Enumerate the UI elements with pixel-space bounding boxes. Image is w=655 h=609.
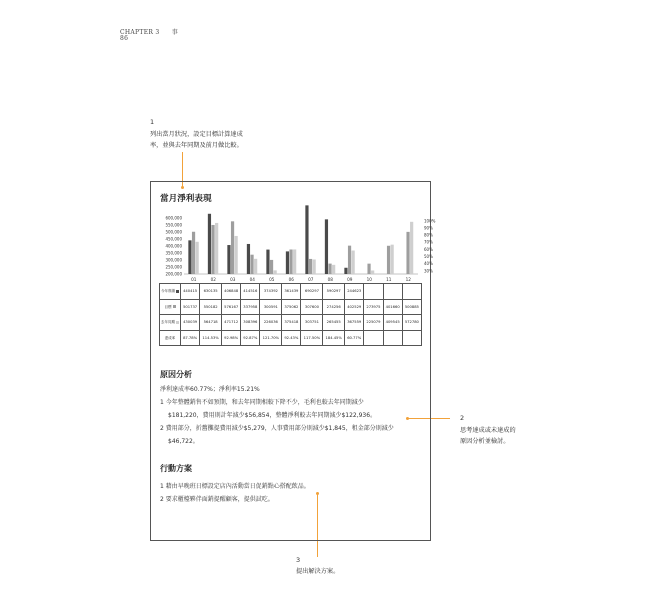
analysis-body	[160, 383, 425, 448]
row-label	[160, 284, 181, 300]
table-cell: 92.43%	[282, 330, 301, 346]
analysis-item2-line2: $46,722。	[168, 438, 199, 445]
table-cell: 590297	[323, 284, 345, 300]
table-cell: 367559	[345, 315, 364, 331]
y2-tick-label: 70%	[424, 239, 433, 245]
bar-last-year-01	[196, 242, 199, 274]
chapter-char: 事	[171, 29, 179, 36]
table-cell: 690297	[301, 284, 323, 300]
action-item2: 2 要求櫃檯夥伴面銷提醒顧客，提供試吃。	[160, 496, 274, 503]
x-tick-label: 12	[405, 277, 411, 282]
bar-last-year-09	[352, 251, 355, 274]
bar-last-year-04	[254, 259, 257, 274]
y2-tick-label: 30%	[424, 268, 433, 274]
analysis-item1-line2: $181,220，費用則計年減少$56,854，整體淨利較去年同期減少$122,936。	[168, 412, 377, 419]
table-cell	[402, 330, 421, 346]
bar-actual-01	[188, 240, 191, 274]
action-item1: 1 藉由早晚班日標設定店內活動當日促銷點心搭配飲品。	[160, 483, 310, 490]
bar-target-04	[250, 255, 253, 274]
table-cell	[364, 284, 383, 300]
table-cell	[364, 330, 383, 346]
bar-target-10	[367, 264, 370, 274]
table-cell: 402529	[345, 299, 364, 315]
annotation-1-number: 1	[150, 118, 155, 126]
action-title: 行動方案	[160, 464, 192, 473]
x-tick-label: 02	[210, 277, 216, 282]
x-tick-label: 04	[249, 277, 255, 282]
table-cell: 117.50%	[301, 330, 323, 346]
table-cell: 500885	[402, 299, 421, 315]
table-cell: 273975	[364, 299, 383, 315]
table-cell: 87.78%	[181, 330, 200, 346]
bar-last-year-11	[391, 245, 394, 274]
x-tick-label: 07	[308, 277, 314, 282]
table-cell: 576167	[222, 299, 241, 315]
y-tick-label: 350,000	[165, 250, 182, 256]
table-cell: 184.45%	[323, 330, 345, 346]
bar-actual-05	[266, 250, 269, 274]
table-cell: 550182	[200, 299, 222, 315]
chart-title: 當月淨利表現	[160, 194, 212, 204]
y2-tick-label: 40%	[424, 261, 433, 267]
table-cell: 244623	[345, 284, 364, 300]
bar-last-year-10	[371, 270, 374, 274]
x-tick-label: 11	[386, 277, 392, 282]
table-cell: 60.77%	[345, 330, 364, 346]
bar-target-12	[406, 232, 409, 274]
page-number: 86	[120, 35, 129, 42]
analysis-item1-line1: 1 今年整體銷售不如預期，和去年同期相較下降不少，毛利也較去年同期減少	[160, 399, 364, 406]
table-cell: 375418	[282, 315, 301, 331]
table-cell	[402, 284, 421, 300]
table-cell	[383, 284, 402, 300]
bar-target-07	[309, 259, 312, 274]
bar-target-05	[270, 260, 273, 274]
table-cell: 308396	[241, 315, 260, 331]
bar-target-09	[348, 246, 351, 274]
bar-target-02	[211, 225, 214, 274]
analysis-title: 原因分析	[160, 370, 192, 379]
bar-actual-06	[286, 251, 289, 274]
table-cell	[383, 330, 402, 346]
bar-last-year-05	[274, 270, 277, 274]
table-cell: 225079	[364, 315, 383, 331]
table-cell: 414516	[241, 284, 260, 300]
legend-swatch	[173, 305, 176, 308]
bar-target-06	[289, 249, 292, 274]
x-tick-label: 05	[269, 277, 275, 282]
x-tick-label: 09	[347, 277, 353, 282]
annotation-1-line1: 列出當月狀況，設定目標計算達成	[150, 131, 243, 138]
annotation-2-line1: 思考達成或未達成的	[460, 427, 516, 434]
table-cell: 409545	[383, 315, 402, 331]
analysis-item2-line1: 2 費用部分，折舊攤提費用減少$5,279，人事費用部分則減少$1,845，租金部分則減少	[160, 425, 394, 432]
legend-swatch	[176, 321, 179, 324]
row-label-text: 目標	[164, 304, 172, 309]
y-tick-label: 500,000	[165, 229, 182, 235]
table-cell: 300591	[260, 299, 282, 315]
table-cell: 92.98%	[222, 330, 241, 346]
bar-last-year-03	[235, 236, 238, 274]
y-tick-label: 600,000	[165, 215, 182, 221]
annotation-2-line2: 原因分析並檢討。	[460, 438, 510, 445]
y2-tick-label: 100%	[424, 218, 436, 224]
table-cell: 564718	[200, 315, 222, 331]
y2-tick-label: 90%	[424, 225, 433, 231]
bar-last-year-07	[313, 259, 316, 274]
table-cell: 121.70%	[260, 330, 282, 346]
bar-actual-04	[247, 244, 250, 274]
x-tick-label: 03	[230, 277, 236, 282]
bar-actual-03	[227, 245, 230, 274]
table-cell: 375062	[282, 299, 301, 315]
annotation-3-text: 提出解決方案。	[296, 568, 340, 575]
bar-target-01	[192, 232, 195, 274]
y-tick-label: 400,000	[165, 243, 182, 249]
table-cell: 406848	[222, 284, 241, 300]
table-cell: 440415	[181, 284, 200, 300]
bar-actual-09	[344, 268, 347, 274]
y-tick-label: 450,000	[165, 236, 182, 242]
table-cell: 307600	[301, 299, 323, 315]
table-cell: 361439	[282, 284, 301, 300]
bar-actual-08	[325, 219, 328, 274]
x-tick-label: 01	[191, 277, 197, 282]
table-cell: 265455	[323, 315, 345, 331]
row-label	[160, 315, 181, 331]
table-cell: 374392	[260, 284, 282, 300]
table-cell: 114.53%	[200, 330, 222, 346]
table-cell: 471712	[222, 315, 241, 331]
table-row	[160, 299, 422, 315]
action-body	[160, 480, 425, 506]
table-cell: 92.87%	[241, 330, 260, 346]
chapter-label	[120, 27, 178, 36]
table-cell: 630135	[200, 284, 222, 300]
annotation-1-text	[150, 129, 243, 151]
data-table	[159, 283, 422, 346]
table-cell: 274256	[323, 299, 345, 315]
row-label	[160, 299, 181, 315]
table-row	[160, 284, 422, 300]
bar-target-08	[328, 264, 331, 274]
y2-tick-label: 60%	[424, 246, 433, 252]
y-tick-label: 200,000	[165, 271, 182, 277]
bar-last-year-02	[215, 223, 218, 274]
y2-tick-label: 80%	[424, 232, 433, 238]
y-tick-label: 550,000	[165, 222, 182, 228]
x-tick-label: 06	[288, 277, 294, 282]
legend-swatch	[176, 290, 179, 293]
row-label-text: 達成率	[164, 335, 176, 340]
annotation-1-line2: 率，並與去年同期及前月做比較。	[150, 142, 243, 149]
bar-last-year-06	[293, 249, 296, 274]
bar-target-11	[387, 246, 390, 274]
table-row	[160, 330, 422, 346]
bar-actual-02	[208, 214, 211, 274]
table-cell: 303751	[301, 315, 323, 331]
annotation-2-number: 2	[460, 414, 465, 422]
table-row	[160, 315, 422, 331]
chapter-text: CHAPTER 3	[120, 29, 160, 36]
row-label-text: 去年同期	[161, 320, 175, 325]
table-cell: 501737	[181, 299, 200, 315]
table-cell: 572780	[402, 315, 421, 331]
row-label-text: 今年實績	[161, 289, 175, 294]
y-tick-label: 300,000	[165, 257, 182, 263]
bar-actual-07	[305, 205, 308, 274]
net-profit-chart	[150, 208, 436, 286]
table-cell: 430039	[181, 315, 200, 331]
row-label	[160, 330, 181, 346]
analysis-summary: 淨利達成率60.77%；淨利率15.21%	[160, 386, 260, 393]
annotation-2-text	[460, 425, 516, 447]
y2-tick-label: 50%	[424, 254, 433, 260]
table-cell: 401660	[383, 299, 402, 315]
bar-target-03	[231, 221, 234, 274]
table-cell: 226036	[260, 315, 282, 331]
x-tick-label: 10	[366, 277, 372, 282]
y-tick-label: 250,000	[165, 264, 182, 270]
table-cell: 337958	[241, 299, 260, 315]
bar-last-year-12	[410, 222, 413, 274]
bar-last-year-08	[332, 265, 335, 274]
x-tick-label: 08	[327, 277, 333, 282]
annotation-3-number: 3	[296, 556, 301, 564]
